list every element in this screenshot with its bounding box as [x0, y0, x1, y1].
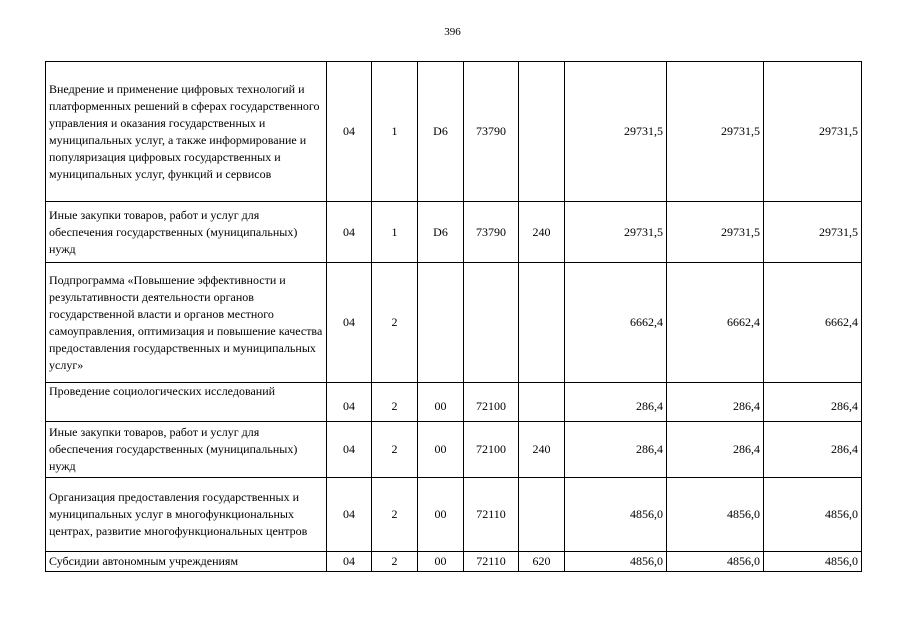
amount-3: 29731,5 [764, 202, 862, 263]
subprogram-code: 2 [372, 263, 418, 383]
section-code: 04 [327, 552, 372, 572]
event-code: 00 [418, 422, 464, 478]
expense-type-code: 240 [519, 202, 565, 263]
table-row [46, 383, 862, 422]
budget-table [45, 61, 862, 572]
amount-2: 286,4 [667, 383, 764, 422]
section-code: 04 [327, 478, 372, 552]
section-code: 04 [327, 62, 372, 202]
row-description: Организация предоставления государственных и муниципальных услуг в многофункциональных центрах, развитие многофункциональных центров [46, 478, 327, 552]
amount-3: 4856,0 [764, 478, 862, 552]
subprogram-code: 2 [372, 422, 418, 478]
amount-3: 29731,5 [764, 62, 862, 202]
expense-type-code [519, 62, 565, 202]
amount-2: 4856,0 [667, 552, 764, 572]
amount-1: 286,4 [565, 422, 667, 478]
direction-code [464, 263, 519, 383]
amount-1: 29731,5 [565, 62, 667, 202]
amount-2: 29731,5 [667, 62, 764, 202]
event-code: D6 [418, 202, 464, 263]
direction-code: 72100 [464, 422, 519, 478]
expense-type-code [519, 478, 565, 552]
amount-1: 4856,0 [565, 552, 667, 572]
row-description: Внедрение и применение цифровых технологий и платформенных решений в сферах государственного управления и оказания государственных и муниципальных услуг, а также информирование и популяризация цифровых государственных и муниципальных услуг, функций и сервисов [46, 62, 327, 202]
direction-code: 73790 [464, 62, 519, 202]
event-code [418, 263, 464, 383]
direction-code: 72110 [464, 478, 519, 552]
subprogram-code: 2 [372, 383, 418, 422]
amount-2: 6662,4 [667, 263, 764, 383]
page-number: 396 [444, 26, 461, 38]
table-row [46, 263, 862, 383]
row-description: Иные закупки товаров, работ и услуг для обеспечения государственных (муниципальных) нужд [46, 422, 327, 478]
amount-3: 4856,0 [764, 552, 862, 572]
row-description: Иные закупки товаров, работ и услуг для обеспечения государственных (муниципальных) нужд [46, 202, 327, 263]
row-description: Подпрограмма «Повышение эффективности и результативности деятельности органов государственной власти и органов местного самоуправления, оптимизация и повышение качества предоставления государственных и муниципальных услуг» [46, 263, 327, 383]
event-code: 00 [418, 552, 464, 572]
expense-type-code [519, 383, 565, 422]
table-row [46, 552, 862, 572]
amount-1: 29731,5 [565, 202, 667, 263]
subprogram-code: 2 [372, 478, 418, 552]
table-row [46, 202, 862, 263]
expense-type-code: 620 [519, 552, 565, 572]
table-row [46, 478, 862, 552]
amount-1: 4856,0 [565, 478, 667, 552]
amount-1: 6662,4 [565, 263, 667, 383]
direction-code: 72100 [464, 383, 519, 422]
amount-2: 286,4 [667, 422, 764, 478]
direction-code: 73790 [464, 202, 519, 263]
amount-3: 286,4 [764, 422, 862, 478]
expense-type-code: 240 [519, 422, 565, 478]
row-description: Субсидии автономным учреждениям [46, 552, 327, 572]
event-code: 00 [418, 478, 464, 552]
amount-1: 286,4 [565, 383, 667, 422]
section-code: 04 [327, 383, 372, 422]
row-description: Проведение социологических исследований [46, 383, 327, 422]
amount-2: 4856,0 [667, 478, 764, 552]
event-code: D6 [418, 62, 464, 202]
table-row [46, 422, 862, 478]
amount-3: 6662,4 [764, 263, 862, 383]
section-code: 04 [327, 263, 372, 383]
event-code: 00 [418, 383, 464, 422]
subprogram-code: 1 [372, 202, 418, 263]
amount-3: 286,4 [764, 383, 862, 422]
expense-type-code [519, 263, 565, 383]
subprogram-code: 1 [372, 62, 418, 202]
table-row [46, 62, 862, 202]
section-code: 04 [327, 422, 372, 478]
direction-code: 72110 [464, 552, 519, 572]
amount-2: 29731,5 [667, 202, 764, 263]
subprogram-code: 2 [372, 552, 418, 572]
section-code: 04 [327, 202, 372, 263]
